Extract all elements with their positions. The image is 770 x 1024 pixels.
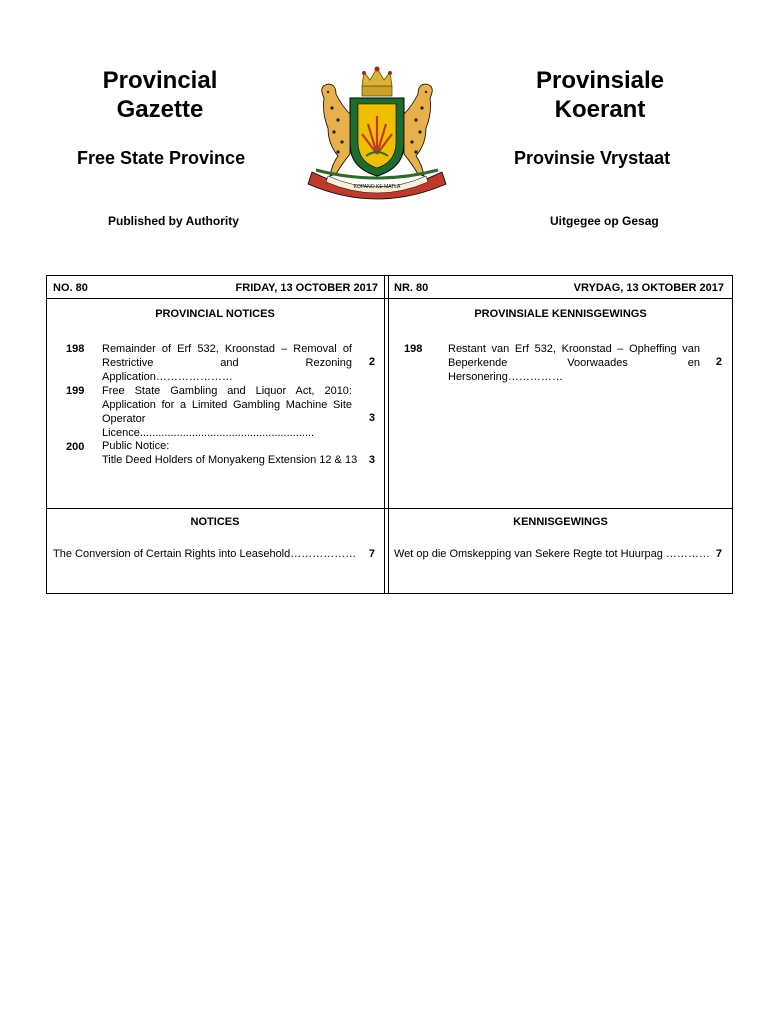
general-notice-page-af: 7 bbox=[715, 548, 722, 560]
issue-date-af: VRYDAG, 13 OKTOBER 2017 bbox=[573, 282, 724, 294]
section-rule bbox=[46, 508, 733, 509]
general-notice-title: The Conversion of Certain Rights into Leasehold……………… bbox=[53, 548, 357, 560]
leopard-right-icon bbox=[404, 84, 432, 176]
section-heading-provinsiale-kennisgewings: PROVINSIALE KENNISGEWINGS bbox=[474, 308, 647, 320]
notice-number: 199 bbox=[66, 385, 85, 397]
title-line-1: Provinsiale bbox=[535, 67, 665, 94]
general-notice-page: 7 bbox=[368, 548, 375, 560]
notice-title-line-1: Public Notice: bbox=[102, 440, 170, 452]
general-notice-title-af: Wet op die Omskepping van Sekere Regte tot Huurpag ………… bbox=[394, 548, 710, 560]
issue-number-af: NR. 80 bbox=[394, 282, 429, 294]
province-afrikaans: Provinsie Vrystaat bbox=[514, 148, 671, 168]
title-line-1: Provincial bbox=[102, 67, 218, 94]
svg-text:KOPANO KE MATLA: KOPANO KE MATLA bbox=[353, 184, 401, 190]
section-heading-notices: NOTICES bbox=[190, 516, 240, 528]
section-heading-provincial-notices: PROVINCIAL NOTICES bbox=[155, 308, 275, 320]
title-line-2: Koerant bbox=[554, 96, 646, 123]
notice-page-af: 2 bbox=[715, 356, 722, 368]
notice-title-af: Restant van Erf 532, Kroonstad – Opheffing van Beperkende Voorwaades en Hersonering…………… bbox=[448, 343, 700, 383]
notice-number: 200 bbox=[66, 441, 85, 453]
authority-afrikaans: Uitgegee op Gesag bbox=[550, 214, 659, 228]
coat-of-arms-emblem bbox=[298, 64, 456, 200]
notice-title: Free State Gambling and Liquor Act, 2010: Application for a Limited Gambling Machine Site Operator Licence......................................................... bbox=[102, 385, 352, 439]
notice-title-line-2: Title Deed Holders of Monyakeng Extension 12 & 13 bbox=[102, 454, 358, 466]
column-divider bbox=[384, 275, 385, 594]
issue-number: NO. 80 bbox=[53, 282, 88, 294]
notice-page: 3 bbox=[368, 412, 375, 424]
crown-icon bbox=[362, 67, 392, 97]
leopard-left-icon bbox=[322, 84, 350, 176]
province-english: Free State Province bbox=[77, 148, 246, 168]
authority-english: Published by Authority bbox=[108, 214, 239, 228]
notice-number: 198 bbox=[66, 343, 85, 355]
notice-page: 3 bbox=[368, 454, 375, 466]
section-heading-kennisgewings: KENNISGEWINGS bbox=[513, 516, 608, 528]
notice-number-af: 198 bbox=[404, 343, 423, 355]
masthead-afrikaans bbox=[520, 66, 680, 124]
header-rule bbox=[46, 298, 733, 299]
column-divider-inner bbox=[388, 275, 389, 594]
title-line-2: Gazette bbox=[116, 96, 204, 123]
shield-icon bbox=[350, 98, 404, 176]
issue-date: FRIDAY, 13 OCTOBER 2017 bbox=[235, 282, 378, 294]
notice-title: Remainder of Erf 532, Kroonstad – Removal of Restrictive and Rezoning Application………………… bbox=[102, 343, 352, 383]
masthead-english bbox=[80, 66, 240, 124]
notice-page: 2 bbox=[368, 356, 375, 368]
